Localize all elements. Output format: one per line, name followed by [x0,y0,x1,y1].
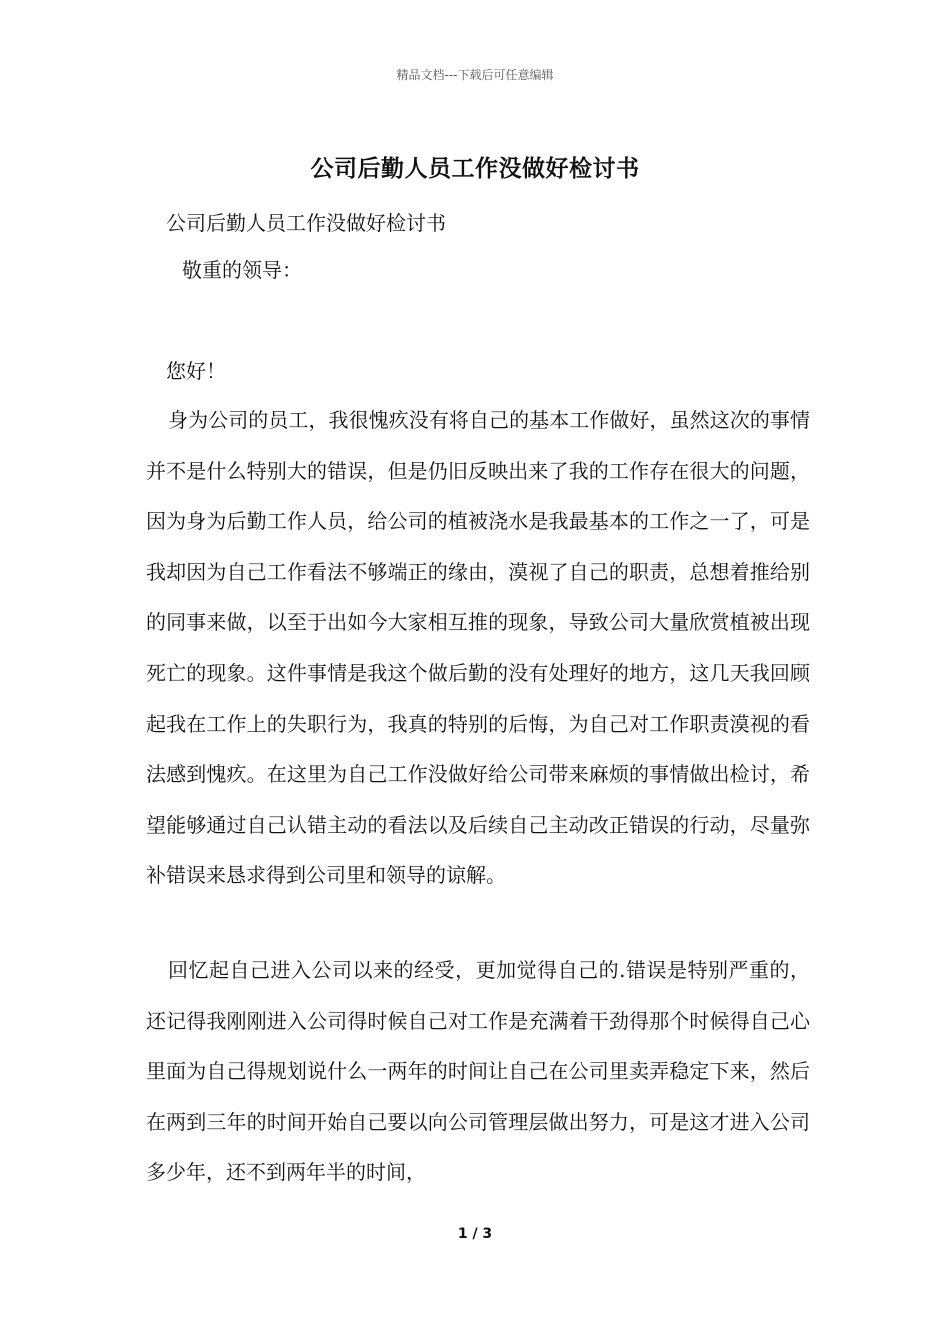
document-subtitle: 公司后勤人员工作没做好检讨书 [166,211,446,235]
greeting: 您好！ [166,359,226,383]
page-number: 1 / 3 [457,1226,493,1242]
header-note: 精品文档---下载后可任意编辑 [396,68,554,82]
paragraph-1: 身为公司的员工，我很愧疚没有将自己的基本工作做好，虽然这次的事情并不是什么特别大的错误，但是仍旧反映出来了我的工作存在很大的问题，因为身为后勤工作人员，给公司的植被浇水是我最基本的工作之一了，可是我却因为自己工作看法不够端正的缘由，漠视了自己的职责，总想着推给别的同事来做，以至于出如今大家相互推的现象，导致公司大量欣赏植被出现死亡的现象。这件事情是我这个做后勤的没有处理好的地方，这几天我回顾起我在工作上的失职行为，我真的特别的后悔，为自己对工作职责漠视的看法感到愧疚。在这里为自己工作没做好给公司带来麻烦的事情做出检讨，希望能够通过自己认错主动的看法以及后续自己主动改正错误的行动，尽量弥补错误来恳求得到公司里和领导的谅解。 [146,408,810,888]
document-title: 公司后勤人员工作没做好检讨书 [310,155,640,182]
salutation: 敬重的领导： [182,258,302,282]
paragraph-2: 回忆起自己进入公司以来的经受，更加觉得自己的.错误是特别严重的，还记得我刚刚进入公司得时候自己对工作是充满着干劲得那个时候得自己心里面为自己得规划说什么一两年的时间让自己在公司里卖弄稳定下来，然后在两到三年的时间开始自己要以向公司管理层做出努力，可是这才进入公司多少年，还不到两年半的时间， [146,958,810,1185]
